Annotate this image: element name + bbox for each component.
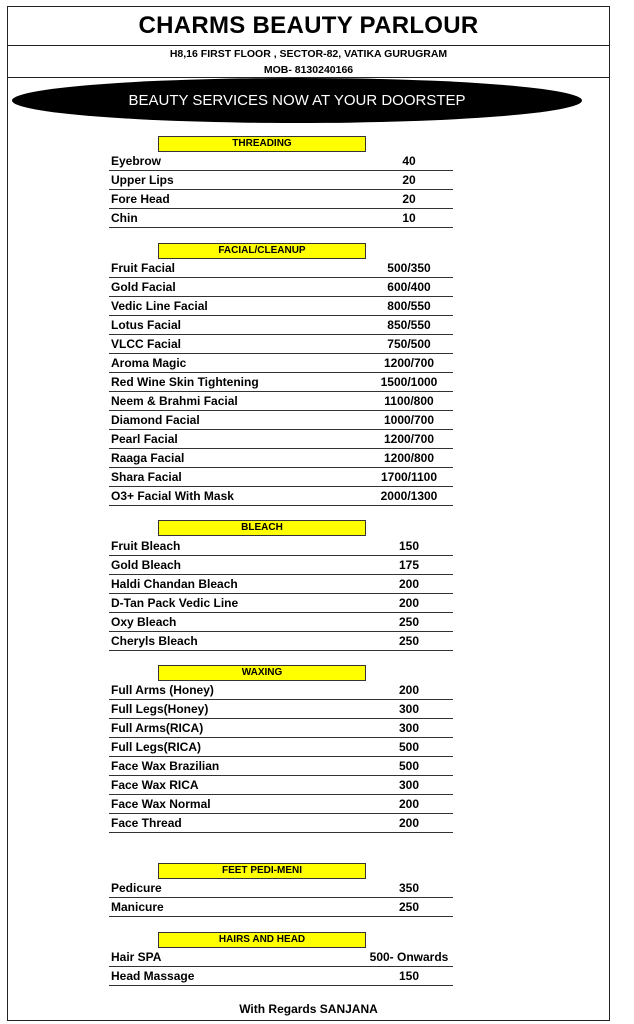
service-name: Full Legs(Honey): [111, 702, 209, 716]
service-name: Aroma Magic: [111, 356, 187, 370]
parlour-mobile: MOB- 8130240166: [7, 62, 610, 78]
service-name: Pedicure: [111, 881, 162, 895]
footer-regards: With Regards SANJANA: [239, 1002, 378, 1016]
service-row: [109, 468, 453, 487]
service-name: Upper Lips: [111, 173, 174, 187]
service-row: [109, 700, 453, 719]
service-row: [109, 354, 453, 373]
category-header: HAIRS AND HEAD: [158, 932, 366, 948]
service-price: 850/550: [387, 318, 431, 332]
service-price: 600/400: [387, 280, 431, 294]
service-name: Gold Facial: [111, 280, 176, 294]
service-name: Raaga Facial: [111, 451, 185, 465]
service-price: 1500/1000: [380, 375, 438, 389]
service-price: 1000/700: [383, 413, 435, 427]
service-row: [109, 776, 453, 795]
service-row: [109, 537, 453, 556]
service-name: Full Legs(RICA): [111, 740, 201, 754]
service-row: [109, 335, 453, 354]
service-name: Hair SPA: [111, 950, 162, 964]
service-price: 20: [402, 192, 416, 206]
service-price: 1200/700: [383, 356, 435, 370]
service-name: Face Wax Normal: [111, 797, 211, 811]
service-name: D-Tan Pack Vedic Line: [111, 596, 239, 610]
category-header: FEET PEDI-MENI: [158, 863, 366, 879]
service-row: [109, 879, 453, 898]
services-banner: BEAUTY SERVICES NOW AT YOUR DOORSTEP: [12, 78, 582, 123]
service-price: 20: [402, 173, 416, 187]
service-row: [109, 575, 453, 594]
service-name: Fruit Bleach: [111, 539, 181, 553]
service-row: [109, 967, 453, 986]
service-price: 500- Onwards: [369, 950, 449, 964]
service-row: [109, 449, 453, 468]
service-name: Eyebrow: [111, 154, 162, 168]
service-name: Face Wax Brazilian: [111, 759, 220, 773]
service-row: [109, 738, 453, 757]
service-row: [109, 278, 453, 297]
service-row: [109, 719, 453, 738]
category-header: BLEACH: [158, 520, 366, 536]
service-name: Full Arms(RICA): [111, 721, 204, 735]
service-row: [109, 898, 453, 917]
service-price: 1100/800: [384, 394, 434, 408]
service-name: Face Thread: [111, 816, 182, 830]
service-name: Fore Head: [111, 192, 170, 206]
service-name: Manicure: [111, 900, 164, 914]
service-row: [109, 316, 453, 335]
service-price: 1200/800: [383, 451, 435, 465]
service-name: Vedic Line Facial: [111, 299, 208, 313]
service-price: 250: [398, 615, 420, 629]
service-name: Shara Facial: [111, 470, 182, 484]
service-price: 750/500: [387, 337, 431, 351]
service-price: 2000/1300: [380, 489, 438, 503]
service-row: [109, 948, 453, 967]
service-name: VLCC Facial: [111, 337, 182, 351]
service-row: [109, 152, 453, 171]
service-name: Pearl Facial: [111, 432, 178, 446]
service-price: 800/550: [387, 299, 431, 313]
service-price: 200: [398, 797, 420, 811]
service-price: 200: [398, 683, 420, 697]
service-price: 250: [398, 634, 420, 648]
service-row: [109, 613, 453, 632]
service-row: [109, 190, 453, 209]
service-name: Fruit Facial: [111, 261, 176, 275]
service-price: 175: [398, 558, 420, 572]
service-name: Neem & Brahmi Facial: [111, 394, 238, 408]
parlour-title: CHARMS BEAUTY PARLOUR: [7, 6, 610, 46]
service-name: Full Arms (Honey): [111, 683, 214, 697]
parlour-address: H8,16 FIRST FLOOR , SECTOR-82, VATIKA GURUGRAM: [169, 48, 448, 60]
service-name: Oxy Bleach: [111, 615, 177, 629]
service-price: 250: [398, 900, 420, 914]
service-row: [109, 171, 453, 190]
service-price: 500/350: [387, 261, 431, 275]
service-price: 300: [398, 721, 420, 735]
service-name: Face Wax RICA: [111, 778, 199, 792]
service-row: [109, 259, 453, 278]
service-row: [109, 795, 453, 814]
service-price: 150: [398, 539, 420, 553]
service-name: Haldi Chandan Bleach: [111, 577, 238, 591]
service-row: [109, 632, 453, 651]
service-row: [109, 209, 453, 228]
service-row: [109, 392, 453, 411]
service-price: 200: [398, 577, 420, 591]
service-row: [109, 430, 453, 449]
service-price: 10: [402, 211, 416, 225]
service-price: 1200/700: [383, 432, 435, 446]
service-name: Diamond Facial: [111, 413, 200, 427]
service-row: [109, 594, 453, 613]
service-price: 200: [398, 816, 420, 830]
service-row: [109, 373, 453, 392]
service-price: 1700/1100: [380, 470, 438, 484]
category-header: THREADING: [158, 136, 366, 152]
service-name: Lotus Facial: [111, 318, 182, 332]
service-price: 300: [398, 702, 420, 716]
category-header: FACIAL/CLEANUP: [158, 243, 366, 259]
service-row: [109, 487, 453, 506]
service-row: [109, 297, 453, 316]
service-price: 300: [398, 778, 420, 792]
service-price: 500: [398, 740, 420, 754]
service-price: 40: [402, 154, 416, 168]
service-row: [109, 814, 453, 833]
service-price: 200: [398, 596, 420, 610]
category-header: WAXING: [158, 665, 366, 681]
service-name: O3+ Facial With Mask: [111, 489, 234, 503]
service-name: Gold Bleach: [111, 558, 182, 572]
service-row: [109, 556, 453, 575]
service-row: [109, 757, 453, 776]
service-price: 500: [398, 759, 420, 773]
service-name: Chin: [111, 211, 138, 225]
service-name: Cheryls Bleach: [111, 634, 198, 648]
service-row: [109, 411, 453, 430]
service-row: [109, 681, 453, 700]
service-name: Head Massage: [111, 969, 195, 983]
service-name: Red Wine Skin Tightening: [111, 375, 259, 389]
service-price: 150: [398, 969, 420, 983]
service-price: 350: [398, 881, 420, 895]
